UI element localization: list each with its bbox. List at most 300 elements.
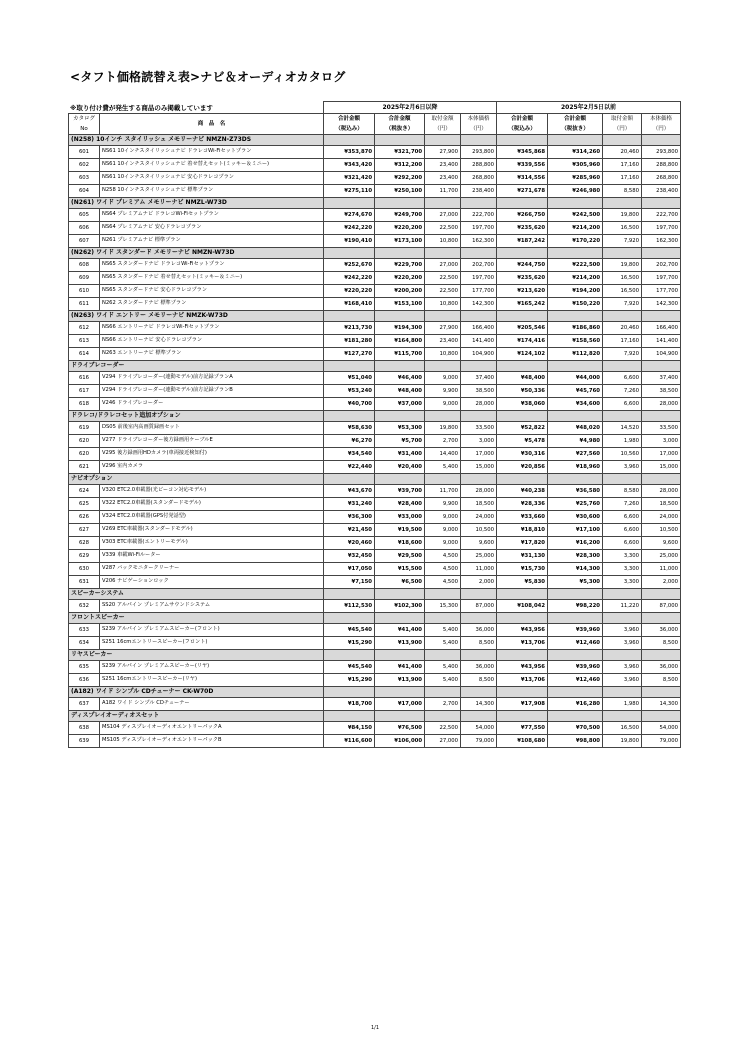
category-filler-cell (642, 650, 681, 661)
old-total-tax-in-cell: ¥165,242 (497, 298, 548, 311)
table-row (69, 624, 681, 637)
old-total-tax-out-cell: ¥314,260 (548, 146, 603, 159)
category-filler-cell (461, 589, 497, 600)
old-body-price-cell: 2,000 (642, 576, 681, 589)
old-install-fee-cell: 19,800 (603, 259, 642, 272)
category-filler-cell (425, 311, 461, 322)
category-filler-cell (603, 311, 642, 322)
old-total-tax-out-cell: ¥285,960 (548, 172, 603, 185)
old-total-tax-out-cell: ¥214,200 (548, 272, 603, 285)
category-label: ディスプレイオーディオスセット (69, 711, 324, 722)
catalog-no-cell: 603 (69, 172, 100, 185)
new-total-tax-out-cell: ¥106,000 (375, 735, 425, 748)
old-body-price-cell: 104,900 (642, 348, 681, 361)
new-install-fee-cell: 23,400 (425, 172, 461, 185)
product-name-cell: V295 後方録画用HDカメラ(車両接近検知付) (100, 448, 324, 461)
new-total-tax-in-cell: ¥20,460 (324, 537, 375, 550)
table-row (69, 576, 681, 589)
product-name-cell: N258 10インチスタイリッシュナビ 標準プラン (100, 185, 324, 198)
date-old-header: 2025年2月5日以前 (497, 102, 681, 114)
category-filler-cell (642, 248, 681, 259)
table-body (69, 135, 681, 748)
new-body-price-cell: 104,900 (461, 348, 497, 361)
old-body-price-cell: 28,000 (642, 485, 681, 498)
old-body-price-cell: 9,600 (642, 537, 681, 550)
column-header-row (69, 114, 681, 135)
catalog-no-cell: 629 (69, 550, 100, 563)
category-filler-cell (461, 711, 497, 722)
catalog-no-cell: 610 (69, 285, 100, 298)
category-filler-cell (324, 135, 375, 146)
category-row (69, 650, 681, 661)
old-install-fee-cell: 1,980 (603, 435, 642, 448)
old-total-tax-out-cell: ¥98,800 (548, 735, 603, 748)
new-total-tax-in-cell: ¥53,240 (324, 385, 375, 398)
old-total-tax-in-cell: ¥266,750 (497, 209, 548, 222)
category-filler-cell (461, 361, 497, 372)
old-total-tax-in-cell: ¥20,856 (497, 461, 548, 474)
category-filler-cell (461, 613, 497, 624)
new-body-price-cell: 166,400 (461, 322, 497, 335)
new-install-fee-cell: 22,500 (425, 222, 461, 235)
old-body-price-cell: 197,700 (642, 272, 681, 285)
new-total-tax-out-cell: ¥76,500 (375, 722, 425, 735)
table-row (69, 698, 681, 711)
new-total-tax-in-cell: ¥220,220 (324, 285, 375, 298)
old-total-tax-in-cell: ¥15,730 (497, 563, 548, 576)
new-body-price-cell: 9,600 (461, 537, 497, 550)
new-total-tax-out-cell: ¥292,200 (375, 172, 425, 185)
old-install-fee-cell: 7,260 (603, 498, 642, 511)
old-total-tax-out-cell: ¥17,100 (548, 524, 603, 537)
old-body-price-cell: 8,500 (642, 637, 681, 650)
product-name-cell: V324 ETC2.0車載器(GPS付発話型) (100, 511, 324, 524)
category-filler-cell (425, 248, 461, 259)
category-filler-cell (375, 411, 425, 422)
old-total-tax-in-cell: ¥339,556 (497, 159, 548, 172)
product-name-cell: NS61 10インチスタイリッシュナビ ドラレコWi-Fiセットプラン (100, 146, 324, 159)
old-total-tax-out-cell: ¥27,560 (548, 448, 603, 461)
old-install-fee-cell: 3,960 (603, 461, 642, 474)
category-label: リヤスピーカー (69, 650, 324, 661)
old-total-tax-in-cell: ¥13,706 (497, 637, 548, 650)
new-total-tax-out-cell: ¥312,200 (375, 159, 425, 172)
page-number: 1/1 (370, 1025, 380, 1031)
category-filler-cell (461, 198, 497, 209)
category-filler-cell (642, 311, 681, 322)
catalog-no-cell: 618 (69, 398, 100, 411)
new-install-fee-cell: 10,800 (425, 348, 461, 361)
category-filler-cell (548, 411, 603, 422)
old-install-fee-cell: 19,800 (603, 209, 642, 222)
new-total-tax-out-cell: ¥220,200 (375, 272, 425, 285)
old-total-tax-in-cell: ¥108,042 (497, 600, 548, 613)
new-total-tax-in-cell: ¥58,630 (324, 422, 375, 435)
new-body-price-cell: 197,700 (461, 272, 497, 285)
category-filler-cell (375, 198, 425, 209)
table-row (69, 385, 681, 398)
new-install-fee-cell: 22,500 (425, 272, 461, 285)
product-name-cell: NS66 エントリーナビ ドラレコWi-Fiセットプラン (100, 322, 324, 335)
old-total-tax-out-cell: ¥194,200 (548, 285, 603, 298)
catalog-no-header: カタログ No (69, 114, 100, 135)
category-filler-cell (603, 711, 642, 722)
table-row (69, 159, 681, 172)
new-body-price-cell: 38,500 (461, 385, 497, 398)
new-total-tax-out-cell: ¥6,500 (375, 576, 425, 589)
old-body-price-cell: 222,700 (642, 209, 681, 222)
table-row (69, 461, 681, 474)
old-total-tax-in-cell: ¥43,956 (497, 661, 548, 674)
new-body-price-cell: 142,300 (461, 298, 497, 311)
old-install-fee-cell: 3,300 (603, 550, 642, 563)
new-install-fee-cell: 5,400 (425, 624, 461, 637)
category-filler-cell (642, 135, 681, 146)
old-install-fee-cell: 16,500 (603, 285, 642, 298)
category-filler-cell (324, 311, 375, 322)
table-row (69, 498, 681, 511)
category-filler-cell (603, 198, 642, 209)
category-filler-cell (548, 361, 603, 372)
new-total-tax-out-cell: ¥28,400 (375, 498, 425, 511)
new-total-tax-in-cell: ¥213,730 (324, 322, 375, 335)
product-name-cell: NS61 10インチスタイリッシュナビ 安心ドラレコプラン (100, 172, 324, 185)
table-row (69, 600, 681, 613)
product-name-cell: MS105 ディスプレイオーディオエントリーパックB (100, 735, 324, 748)
old-body-price-cell: 141,400 (642, 335, 681, 348)
category-filler-cell (324, 613, 375, 624)
category-filler-cell (324, 687, 375, 698)
old-total-tax-out-cell: ¥14,300 (548, 563, 603, 576)
new-install-fee-cell: 4,500 (425, 550, 461, 563)
catalog-no-cell: 635 (69, 661, 100, 674)
catalog-no-cell: 604 (69, 185, 100, 198)
new-install-fee-cell: 15,300 (425, 600, 461, 613)
catalog-no-cell: 605 (69, 209, 100, 222)
new-total-tax-in-cell: ¥18,700 (324, 698, 375, 711)
old-total-tax-in-cell: ¥5,478 (497, 435, 548, 448)
catalog-no-cell: 639 (69, 735, 100, 748)
category-row (69, 411, 681, 422)
product-name-cell: V269 ETC車載器(スタンダードモデル) (100, 524, 324, 537)
old-total-tax-in-cell: ¥108,680 (497, 735, 548, 748)
category-filler-cell (603, 474, 642, 485)
product-name-cell: N261 プレミアムナビ 標準プラン (100, 235, 324, 248)
new-total-tax-out-cell: ¥46,400 (375, 372, 425, 385)
old-total-tax-out-cell: ¥39,960 (548, 624, 603, 637)
product-name-cell: NS65 スタンダードナビ ドラレコWi-Fiセットプラン (100, 259, 324, 272)
old-body-price-cell: 177,700 (642, 285, 681, 298)
old-install-fee-cell: 6,600 (603, 372, 642, 385)
category-filler-cell (425, 613, 461, 624)
old-total-tax-out-cell: ¥28,300 (548, 550, 603, 563)
old-install-fee-cell: 17,160 (603, 172, 642, 185)
new-body-price-cell: 177,700 (461, 285, 497, 298)
category-row (69, 711, 681, 722)
old-total-tax-out-cell: ¥16,280 (548, 698, 603, 711)
new-total-tax-out-cell: ¥31,400 (375, 448, 425, 461)
old-total-tax-out-cell: ¥246,980 (548, 185, 603, 198)
old-total-tax-in-cell: ¥40,238 (497, 485, 548, 498)
new-install-fee-cell: 9,000 (425, 398, 461, 411)
old-body-price-cell: 38,500 (642, 385, 681, 398)
table-row (69, 322, 681, 335)
new-total-tax-out-cell: ¥20,400 (375, 461, 425, 474)
category-filler-cell (642, 613, 681, 624)
catalog-no-cell: 627 (69, 524, 100, 537)
catalog-no-cell: 607 (69, 235, 100, 248)
new-total-tax-in-cell: ¥31,240 (324, 498, 375, 511)
old-install-fee-cell: 6,600 (603, 524, 642, 537)
old-body-price-cell: 36,000 (642, 624, 681, 637)
old-total-tax-in-cell: ¥17,908 (497, 698, 548, 711)
product-name-cell: S251 16cmエントリースピーカー(リヤ) (100, 674, 324, 687)
new-body-price-cell: 14,300 (461, 698, 497, 711)
category-filler-cell (461, 650, 497, 661)
date-new-header: 2025年2月6日以降 (324, 102, 497, 114)
product-name-cell: A182 ワイド シンプル CDチューナー (100, 698, 324, 711)
new-total-tax-in-cell: ¥36,300 (324, 511, 375, 524)
catalog-no-cell: 634 (69, 637, 100, 650)
old-total-tax-in-cell: ¥124,102 (497, 348, 548, 361)
new-total-tax-in-cell: ¥275,110 (324, 185, 375, 198)
product-name-cell: N263 エントリーナビ 標準プラン (100, 348, 324, 361)
category-filler-cell (548, 650, 603, 661)
new-install-fee-cell: 23,400 (425, 335, 461, 348)
category-row (69, 135, 681, 146)
new-install-fee-cell: 27,900 (425, 322, 461, 335)
old-total-tax-out-cell: ¥170,220 (548, 235, 603, 248)
table-row (69, 550, 681, 563)
catalog-no-cell: 620 (69, 435, 100, 448)
product-name-cell: V296 室内カメラ (100, 461, 324, 474)
new-body-price-cell: 17,000 (461, 448, 497, 461)
product-name-cell: V303 ETC車載器(エントリーモデル) (100, 537, 324, 550)
product-name-cell: NS66 エントリーナビ 安心ドラレコプラン (100, 335, 324, 348)
category-filler-cell (375, 311, 425, 322)
old-total-tax-out-cell: ¥5,300 (548, 576, 603, 589)
product-name-cell: V339 車載Wi-Fiルーター (100, 550, 324, 563)
product-name-cell: S239 アルパイン プレミアムスピーカー(リヤ) (100, 661, 324, 674)
old-total-tax-out-cell: ¥186,860 (548, 322, 603, 335)
category-filler-cell (603, 687, 642, 698)
old-total-tax-out-cell: ¥25,760 (548, 498, 603, 511)
category-filler-cell (425, 711, 461, 722)
old-body-price-cell: 54,000 (642, 722, 681, 735)
category-label: (A182) ワイド シンプル CDチューナー CK-W70D (69, 687, 324, 698)
catalog-no-cell: 611 (69, 298, 100, 311)
old-total-tax-in-cell: ¥174,416 (497, 335, 548, 348)
old-install-fee-cell: 6,600 (603, 511, 642, 524)
new-total-tax-in-cell: ¥181,280 (324, 335, 375, 348)
old-total-tax-in-cell: ¥31,130 (497, 550, 548, 563)
new-install-fee-cell: 11,700 (425, 485, 461, 498)
catalog-no-cell: 609 (69, 272, 100, 285)
category-filler-cell (497, 474, 548, 485)
old-body-price-cell: 293,800 (642, 146, 681, 159)
category-filler-cell (425, 135, 461, 146)
new-total-tax-in-cell: ¥190,410 (324, 235, 375, 248)
category-row (69, 311, 681, 322)
new-total-tax-out-cell: ¥41,400 (375, 624, 425, 637)
table-row (69, 146, 681, 159)
category-filler-cell (497, 198, 548, 209)
category-label: (N262) ワイド スタンダード メモリーナビ NMZN-W73D (69, 248, 324, 259)
category-filler-cell (497, 248, 548, 259)
new-install-fee-cell: 10,800 (425, 298, 461, 311)
old-body-price-cell: 87,000 (642, 600, 681, 613)
old-body-price-cell: 238,400 (642, 185, 681, 198)
category-row (69, 474, 681, 485)
catalog-no-cell: 608 (69, 259, 100, 272)
new-body-price-cell: 24,000 (461, 511, 497, 524)
new-total-tax-out-cell: ¥13,900 (375, 674, 425, 687)
category-filler-cell (642, 711, 681, 722)
new-install-fee-cell: 5,400 (425, 461, 461, 474)
new-install-fee-cell: 2,700 (425, 698, 461, 711)
old-install-fee-cell: 7,920 (603, 348, 642, 361)
product-name-cell: V322 ETC2.0車載器(スタンダードモデル) (100, 498, 324, 511)
new-install-fee-cell: 2,700 (425, 435, 461, 448)
category-row (69, 687, 681, 698)
old-total-tax-in-cell: ¥28,336 (497, 498, 548, 511)
old-install-fee-cell: 6,600 (603, 537, 642, 550)
table-row (69, 637, 681, 650)
old-install-fee-cell: 3,960 (603, 624, 642, 637)
new-install-fee-cell: 27,000 (425, 259, 461, 272)
new-total-tax-in-cell: ¥40,700 (324, 398, 375, 411)
old-total-tax-in-cell: ¥345,868 (497, 146, 548, 159)
product-name-cell: DS05 前後室内高画質録画セット (100, 422, 324, 435)
category-row (69, 198, 681, 209)
category-filler-cell (548, 613, 603, 624)
old-install-fee-cell: 16,500 (603, 722, 642, 735)
new-body-price-cell: 79,000 (461, 735, 497, 748)
table-row (69, 435, 681, 448)
catalog-no-cell: 631 (69, 576, 100, 589)
catalog-no-cell: 628 (69, 537, 100, 550)
table-row (69, 398, 681, 411)
new-install-fee-cell: 9,000 (425, 511, 461, 524)
table-row (69, 524, 681, 537)
new-total-tax-out-cell: ¥250,100 (375, 185, 425, 198)
category-filler-cell (375, 248, 425, 259)
category-filler-cell (642, 589, 681, 600)
new-total-tax-out-cell: ¥200,200 (375, 285, 425, 298)
old-total-tax-in-cell: ¥52,822 (497, 422, 548, 435)
category-filler-cell (461, 311, 497, 322)
catalog-no-cell: 621 (69, 461, 100, 474)
new-install-fee-cell: 19,800 (425, 422, 461, 435)
old-install-fee-cell: 16,500 (603, 272, 642, 285)
category-filler-cell (324, 650, 375, 661)
category-filler-cell (497, 135, 548, 146)
old-body-price-cell: 33,500 (642, 422, 681, 435)
new-total-tax-in-cell: ¥15,290 (324, 637, 375, 650)
old-total-tax-out-cell: ¥98,220 (548, 600, 603, 613)
category-filler-cell (324, 361, 375, 372)
old-total-tax-in-cell: ¥50,336 (497, 385, 548, 398)
new-total-tax-in-header: 合計金額 （税込み） (324, 114, 375, 135)
new-body-price-cell: 202,700 (461, 259, 497, 272)
old-install-fee-cell: 19,800 (603, 735, 642, 748)
table-row (69, 661, 681, 674)
table-row (69, 272, 681, 285)
new-body-price-cell: 8,500 (461, 674, 497, 687)
new-total-tax-out-cell: ¥5,700 (375, 435, 425, 448)
new-total-tax-out-cell: ¥229,700 (375, 259, 425, 272)
old-total-tax-in-cell: ¥13,706 (497, 674, 548, 687)
old-body-price-cell: 288,800 (642, 159, 681, 172)
category-filler-cell (548, 589, 603, 600)
category-filler-cell (642, 198, 681, 209)
old-body-price-cell: 202,700 (642, 259, 681, 272)
new-total-tax-out-cell: ¥115,700 (375, 348, 425, 361)
new-install-fee-cell: 5,400 (425, 637, 461, 650)
category-filler-cell (461, 411, 497, 422)
old-body-price-cell: 10,500 (642, 524, 681, 537)
category-filler-cell (603, 361, 642, 372)
old-body-price-cell: 3,000 (642, 435, 681, 448)
old-total-tax-in-cell: ¥205,546 (497, 322, 548, 335)
old-install-header: 取付金額 （円） (603, 114, 642, 135)
new-total-tax-out-cell: ¥48,400 (375, 385, 425, 398)
product-name-cell: V277 ドライブレコーダー後方録画用ケーブルE (100, 435, 324, 448)
table-row (69, 185, 681, 198)
old-body-price-cell: 25,000 (642, 550, 681, 563)
old-total-tax-out-cell: ¥12,460 (548, 674, 603, 687)
old-total-tax-out-cell: ¥158,560 (548, 335, 603, 348)
new-total-tax-in-cell: ¥127,270 (324, 348, 375, 361)
product-name-cell: S239 アルパイン プレミアムスピーカー(フロント) (100, 624, 324, 637)
category-filler-cell (642, 687, 681, 698)
product-name-cell: V246 ドライブレコーダー (100, 398, 324, 411)
category-filler-cell (642, 411, 681, 422)
category-filler-cell (497, 589, 548, 600)
old-body-price-cell: 268,800 (642, 172, 681, 185)
category-filler-cell (425, 474, 461, 485)
category-filler-cell (375, 650, 425, 661)
product-name-cell: V206 ナビゲーションロック (100, 576, 324, 589)
new-total-tax-in-cell: ¥21,450 (324, 524, 375, 537)
new-total-tax-in-cell: ¥321,420 (324, 172, 375, 185)
new-body-price-cell: 10,500 (461, 524, 497, 537)
old-body-price-cell: 28,000 (642, 398, 681, 411)
old-install-fee-cell: 11,220 (603, 600, 642, 613)
old-total-tax-out-cell: ¥48,020 (548, 422, 603, 435)
old-body-price-cell: 18,500 (642, 498, 681, 511)
old-total-tax-in-cell: ¥18,810 (497, 524, 548, 537)
old-total-tax-in-cell: ¥33,660 (497, 511, 548, 524)
new-total-tax-out-header: 合計金額 （税抜き） (375, 114, 425, 135)
category-label: (N261) ワイド プレミアム メモリーナビ NMZL-W73D (69, 198, 324, 209)
old-install-fee-cell: 16,500 (603, 222, 642, 235)
new-body-price-cell: 11,000 (461, 563, 497, 576)
table-row (69, 448, 681, 461)
category-filler-cell (375, 474, 425, 485)
new-total-tax-in-cell: ¥45,540 (324, 661, 375, 674)
old-install-fee-cell: 14,520 (603, 422, 642, 435)
old-total-tax-out-cell: ¥305,960 (548, 159, 603, 172)
old-total-tax-out-cell: ¥150,220 (548, 298, 603, 311)
new-install-fee-cell: 9,000 (425, 372, 461, 385)
table-row (69, 674, 681, 687)
category-filler-cell (497, 411, 548, 422)
old-install-fee-cell: 3,960 (603, 661, 642, 674)
old-install-fee-cell: 1,980 (603, 698, 642, 711)
new-total-tax-out-cell: ¥37,000 (375, 398, 425, 411)
old-total-tax-in-cell: ¥17,820 (497, 537, 548, 550)
